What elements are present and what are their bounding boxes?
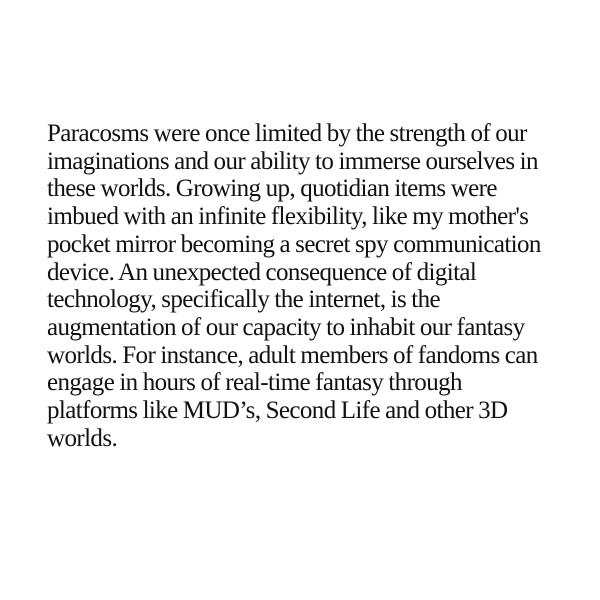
paragraph-line: worlds. For instance, adult members of fandoms can bbox=[47, 341, 538, 369]
paragraph-line: imbued with an infinite flexibility, like my mother's bbox=[47, 203, 529, 231]
paragraph-line: these worlds. Growing up, quotidian items were bbox=[47, 175, 497, 203]
paragraph-line: Paracosms were once limited by the strength of our bbox=[47, 120, 527, 147]
paragraph-line: engage in hours of real-time fantasy through bbox=[47, 369, 462, 397]
paragraph-line: imaginations and our ability to immerse ourselves in bbox=[47, 147, 538, 175]
paragraph-line: device. An unexpected consequence of digital bbox=[47, 258, 477, 286]
body-paragraph bbox=[47, 120, 577, 452]
paragraph-line: platforms like MUD’s, Second Life and other 3D bbox=[47, 397, 508, 425]
paragraph-line: technology, specifically the internet, is the bbox=[47, 286, 441, 314]
paragraph-line: pocket mirror becoming a secret spy communication bbox=[47, 230, 541, 258]
paragraph-line: worlds. bbox=[47, 424, 118, 452]
paragraph-line: augmentation of our capacity to inhabit our fantasy bbox=[47, 313, 525, 341]
